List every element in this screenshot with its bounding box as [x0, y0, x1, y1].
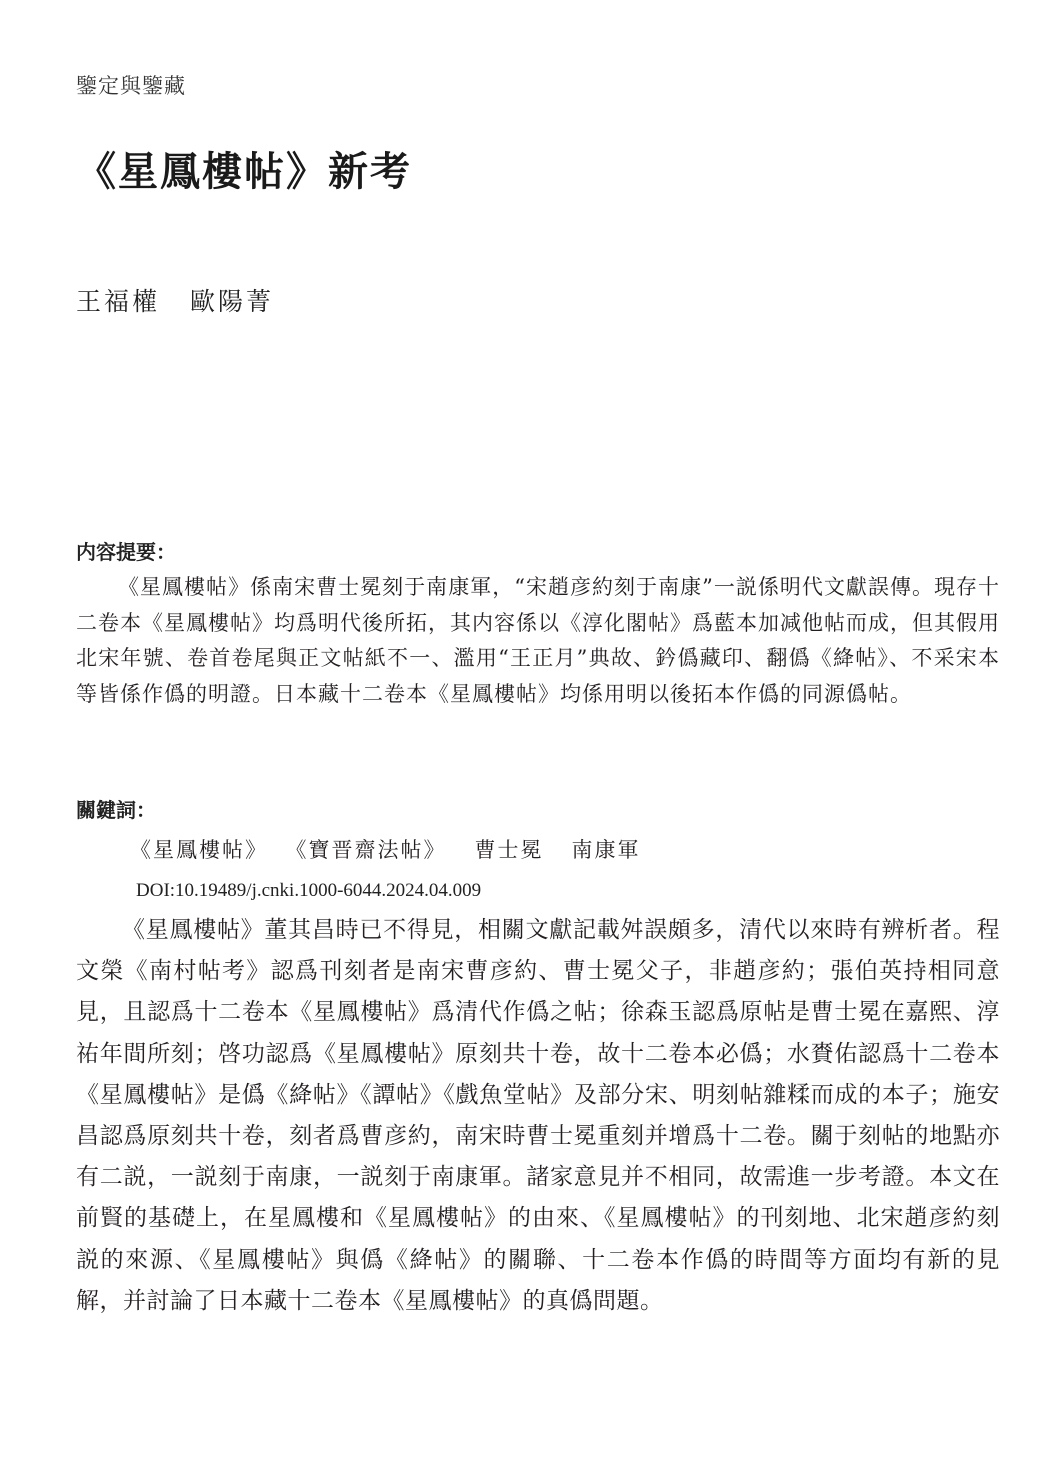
author-name: 歐陽菁 [190, 287, 275, 316]
keywords-heading: 關鍵詞： [76, 798, 156, 822]
keyword: 曹士冕 [474, 838, 544, 862]
keyword: 《星鳳樓帖》 [130, 838, 268, 862]
body-paragraph: 《星鳳樓帖》董其昌時已不得見，相關文獻記載舛誤頗多，清代以來時有辨析者。程文榮《南村帖考》認爲刊刻者是南宋曹彦約、曹士冕父子，非趙彦約；張伯英持相同意見，且認爲十二卷本《星鳳樓帖》爲清代作僞之帖；徐森玉認爲原帖是曹士冕在嘉熙、淳祐年間所刻；啓功認爲《星鳳樓帖》原刻共十卷，故十二卷本必僞；水賚佑認爲十二卷本《星鳳樓帖》是僞《絳帖》《譚帖》《戲魚堂帖》及部分宋、明刻帖雜糅而成的本子；施安昌認爲原刻共十卷，刻者爲曹彦約，南宋時曹士冕重刻并增爲十二卷。關于刻帖的地點亦有二説，一説刻于南康，一説刻于南康軍。諸家意見并不相同，故需進一步考證。本文在前賢的基礎上，在星鳳樓和《星鳳樓帖》的由來、《星鳳樓帖》的刊刻地、北宋趙彦約刻説的來源、《星鳳樓帖》與僞《絳帖》的關聯、十二卷本作僞的時間等方面均有新的見解，并討論了日本藏十二卷本《星鳳樓帖》的真僞問題。 [76, 917, 1000, 1314]
keyword-list [130, 834, 669, 864]
section-label: 鑒定與鑒藏 [76, 74, 186, 98]
author-name: 王福權 [76, 287, 161, 316]
article-title: 《星鳳樓帖》新考 [76, 148, 412, 195]
abstract-heading: 内容提要： [76, 540, 176, 564]
author-list [76, 282, 274, 318]
doi: DOI:10.19489/j.cnki.1000-6044.2024.04.009 [136, 880, 482, 901]
keyword: 南康軍 [571, 838, 641, 862]
keyword: 《寶晋齋法帖》 [296, 838, 447, 862]
abstract-text: 《星鳳樓帖》係南宋曹士冕刻于南康軍，“宋趙彦約刻于南康”一説係明代文獻誤傳。現存十二卷本《星鳳樓帖》均爲明代後所拓，其内容係以《淳化閣帖》爲藍本加减他帖而成，但其假用北宋年號、卷首卷尾與正文帖紙不一、濫用“王正月”典故、鈐僞藏印、翻僞《絳帖》、不采宋本等皆係作僞的明證。日本藏十二卷本《星鳳樓帖》均係用明以後拓本作僞的同源僞帖。 [76, 575, 1000, 706]
